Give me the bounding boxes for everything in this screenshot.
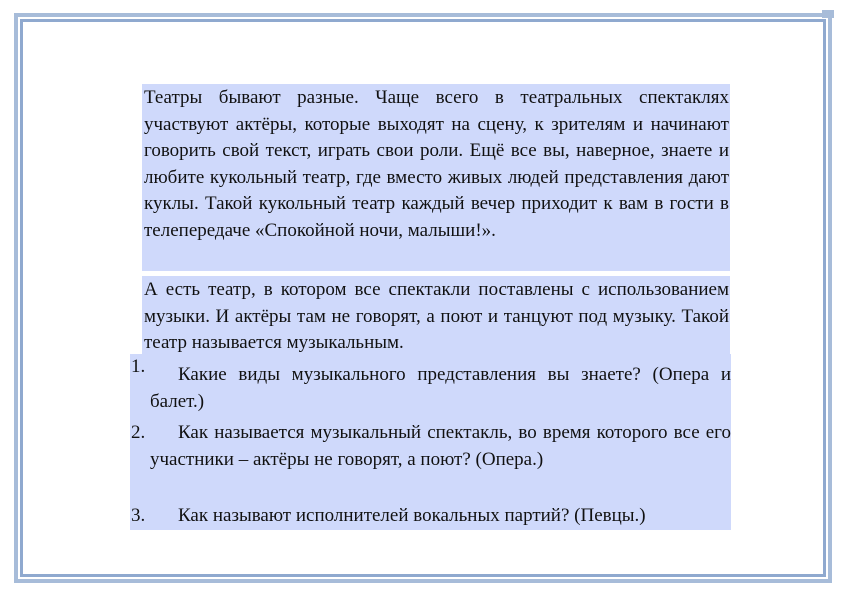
question-item [130, 354, 731, 420]
question-number: 2. [131, 422, 146, 443]
question-text: Какие виды музыкального представления вы знаете? (Опера и балет.) [150, 364, 731, 412]
question-item [130, 503, 731, 530]
question-item [130, 420, 731, 503]
paragraph-musical-theatre: А есть театр, в котором все спектакли поставлены с использованием музыки. И актёры там не говорят, а поют и танцуют под музыку. Такой театр называется музыкальным. [142, 276, 730, 354]
question-number: 3. [131, 505, 146, 526]
frame-corner-decoration [822, 10, 834, 18]
question-text: Как называют исполнителей вокальных партий? (Певцы.) [178, 505, 646, 526]
paragraph-theatres-intro: Театры бывают разные. Чаще всего в театральных спектаклях участвуют актёры, которые выходят на сцену, к зрителям и начинают говорить свой текст, играть свои роли. Ещё все вы, наверное, знаете и любите кукольный театр, где вместо живых людей представления дают куклы. Такой кукольный театр каждый вечер приходит к вам в гости в телепередаче «Спокойной ночи, малыши!». [142, 84, 730, 271]
question-number: 1. [131, 356, 146, 377]
question-list [130, 354, 731, 530]
question-text: Как называется музыкальный спектакль, во время которого все его участники – актёры не говорят, а поют? (Опера.) [150, 422, 731, 470]
